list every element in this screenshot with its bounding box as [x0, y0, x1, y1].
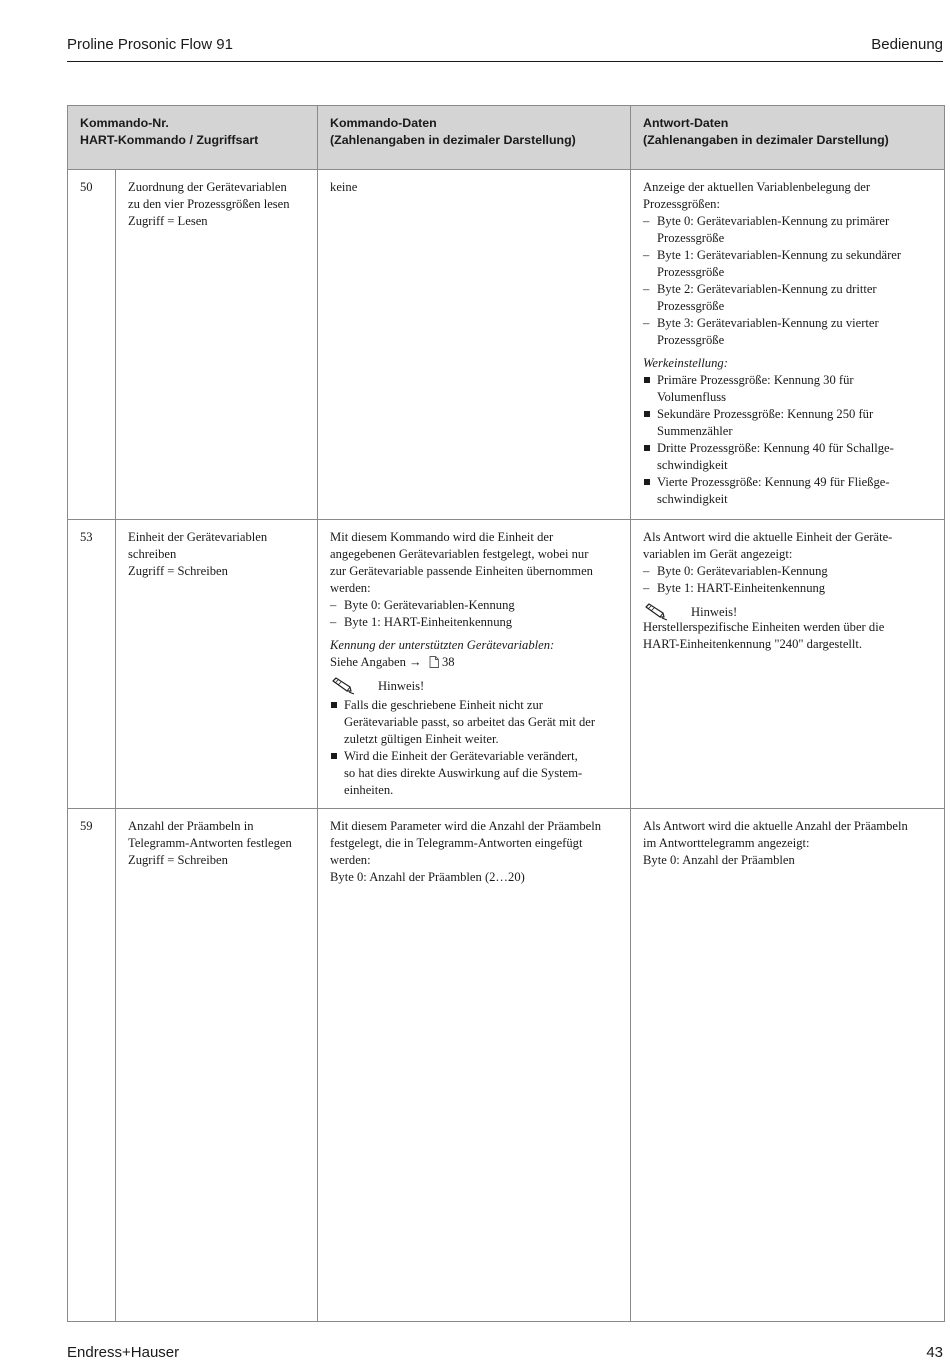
hart-command-table: [67, 105, 945, 1322]
list-item: – Byte 0: Gerätevariablen-Kennung zu primärer Prozessgröße: [643, 213, 936, 247]
hint-label: Hinweis!: [378, 679, 425, 693]
response-data: Als Antwort wird die aktuelle Einheit der Geräte- variablen im Gerät angezeigt: – Byte 0: Gerätevariablen-Kennung – Byte 1: HART-Einheitenkennung Hinweis! Herstellerspezifische Einheiten werden über die HART-Einheitenkennung "240" dargestellt.: [631, 520, 945, 809]
response-byte-list: [643, 213, 936, 349]
square-bullet-icon: [644, 411, 650, 417]
hint-label: Hinweis!: [691, 605, 738, 619]
list-item: – Byte 2: Gerätevariablen-Kennung zu dritter Prozessgröße: [643, 281, 936, 315]
list-item: Primäre Prozessgröße: Kennung 30 für Volumenfluss: [643, 372, 936, 406]
factory-setting-list: [643, 372, 936, 508]
square-bullet-icon: [331, 702, 337, 708]
square-bullet-icon: [644, 377, 650, 383]
company-name: Endress+Hauser: [67, 1344, 180, 1361]
header-response-data: Antwort-Daten (Zahlenangaben in dezimaler Darstellung): [631, 106, 945, 170]
list-item: – Byte 1: HART-Einheitenkennung: [643, 580, 936, 597]
list-item: – Byte 0: Gerätevariablen-Kennung: [643, 563, 936, 580]
command-data: Mit diesem Parameter wird die Anzahl der Präambeln festgelegt, die in Telegramm-Antworten eingefügt werden: Byte 0: Anzahl der Präamblen (2…20): [318, 809, 631, 1322]
command-name: Anzahl der Präambeln in Telegramm-Antworten festlegen Zugriff = Schreiben: [116, 809, 318, 1322]
list-item: Falls die geschriebene Einheit nicht zur Gerätevariable passt, so arbeitet das Gerät mit der zuletzt gültigen Einheit weiter.: [330, 697, 622, 748]
command-name: Einheit der Gerätevariablen schreiben Zugriff = Schreiben: [116, 520, 318, 809]
list-item: Vierte Prozessgröße: Kennung 49 für Fließge- schwindigkeit: [643, 474, 936, 508]
response-byte-list: [643, 563, 936, 597]
square-bullet-icon: [644, 445, 650, 451]
page-header: [67, 36, 943, 62]
document-title: Proline Prosonic Flow 91: [67, 36, 233, 53]
page-number: 43: [926, 1344, 943, 1361]
command-number: 50: [68, 170, 116, 520]
table-row: [68, 520, 945, 809]
list-item: Dritte Prozessgröße: Kennung 40 für Schallge- schwindigkeit: [643, 440, 936, 474]
square-bullet-icon: [331, 753, 337, 759]
hint-note: [643, 603, 936, 623]
list-item: Wird die Einheit der Gerätevariable verändert, so hat dies direkte Auswirkung auf die System- einheiten.: [330, 748, 622, 799]
command-data: Mit diesem Kommando wird die Einheit der angegebenen Gerätevariablen festgelegt, wobei nur zur Gerätevariable passende Einheiten übernommen werden: – Byte 0: Gerätevariablen-Kennung – Byte 1: HART-Einheitenkennung Kennung der unterstützten Gerätevariablen: Siehe Angaben → 38 Hinweis! Falls die geschriebene Einheit nicht zur Gerätevariable passt, so arbeitet das Gerät mit der zuletzt gültigen Einheit weiter. Wird die Einheit der Gerätevariable verändert, so hat dies direkte Auswirkung auf die System- einheiten.: [318, 520, 631, 809]
header-command-data: Kommando-Daten (Zahlenangaben in dezimaler Darstellung): [318, 106, 631, 170]
pencil-note-icon: [643, 603, 669, 621]
square-bullet-icon: [644, 479, 650, 485]
hint-note: [330, 677, 622, 697]
section-title: Bedienung: [871, 36, 943, 53]
list-item: – Byte 3: Gerätevariablen-Kennung zu vierter Prozessgröße: [643, 315, 936, 349]
list-item: – Byte 1: Gerätevariablen-Kennung zu sekundärer Prozessgröße: [643, 247, 936, 281]
command-data: keine: [318, 170, 631, 520]
response-data: Als Antwort wird die aktuelle Anzahl der Präambeln im Antworttelegramm angezeigt: Byte 0: Anzahl der Präamblen: [631, 809, 945, 1322]
hint-list: [330, 697, 622, 799]
command-name: Zuordnung der Gerätevariablen zu den vier Prozessgrößen lesen Zugriff = Lesen: [116, 170, 318, 520]
pencil-note-icon: [330, 677, 356, 695]
page-reference-icon: [429, 656, 439, 668]
table-header-row: [68, 106, 945, 170]
header-command-number: Kommando-Nr. HART-Kommando / Zugriffsart: [68, 106, 318, 170]
command-number: 53: [68, 520, 116, 809]
list-item: Sekundäre Prozessgröße: Kennung 250 für Summenzähler: [643, 406, 936, 440]
command-byte-list: [330, 597, 622, 631]
factory-setting-label: Werkeinstellung:: [643, 356, 728, 370]
response-data: Anzeige der aktuellen Variablenbelegung der Prozessgrößen: – Byte 0: Gerätevariablen-Kennung zu primärer Prozessgröße – Byte 1: Gerätevariablen-Kennung zu sekundärer Prozessgröße – Byte 2: Gerätevariablen-Kennung zu dritter Prozessgröße – Byte 3: Gerätevariablen-Kennung zu vierter Prozessgröße Werkeinstellung: Primäre Prozessgröße: Kennung 30 für Volumenfluss Sekundäre Prozessgröße: Kennung 250 für Summenzähler Dritte Prozessgröße: Kennung 40 für Schallge- schwindigkeit Vierte Prozessgröße: Kennung 49 für Fließge- schwindigkeit: [631, 170, 945, 520]
supported-variables-label: Kennung der unterstützten Gerätevariablen:: [330, 638, 555, 652]
table-row: [68, 170, 945, 520]
list-item: – Byte 0: Gerätevariablen-Kennung: [330, 597, 622, 614]
list-item: – Byte 1: HART-Einheitenkennung: [330, 614, 622, 631]
page-reference: Siehe Angaben → 38: [330, 655, 455, 669]
table-row: [68, 809, 945, 1322]
command-number: 59: [68, 809, 116, 1322]
